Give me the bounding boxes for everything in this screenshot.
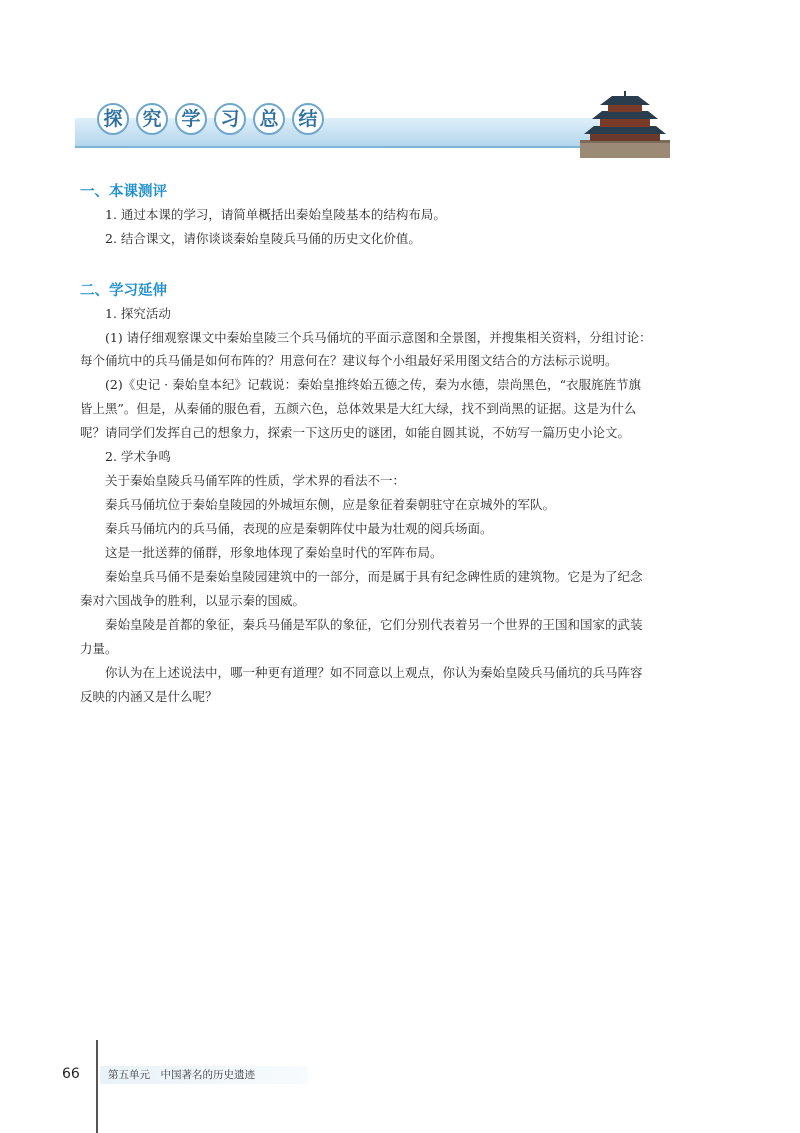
pagoda-tower-icon [580,90,670,158]
title-char: 习 [214,103,246,135]
paragraph-line: 皆上黑”。但是，从秦俑的服色看，五颜六色，总体效果是大红大绿，找不到尚黑的证据。这是为什么 [80,401,637,416]
paragraph-line: 呢？请同学们发挥自己的想象力，探索一下这历史的谜团，如能自圆其说，不妨写一篇历史小论文。 [80,425,631,440]
paragraph-line: 每个俑坑中的兵马俑是如何布阵的？用意何在？建议每个小组最好采用图文结合的方法标示说明。 [80,353,618,368]
paragraph-line: 关于秦始皇陵兵马俑军阵的性质，学术界的看法不一： [105,473,406,488]
title-char: 学 [175,103,207,135]
subsection-title: 2. 学术争鸣 [105,449,171,464]
view-line: 秦对六国战争的胜利，以显示秦的国威。 [80,593,306,608]
view-line: 这是一批送葬的俑群，形象地体现了秦始皇时代的军阵布局。 [105,545,443,560]
view-line: 秦始皇陵是首都的象征，秦兵马俑是军队的象征，它们分别代表着另一个世界的王国和国家的武装 [105,617,643,632]
unit-label: 第五单元 中国著名的历史遗迹 [100,1066,308,1084]
view-line: 秦兵马俑坑位于秦始皇陵园的外城垣东侧，应是象征着秦朝驻守在京城外的军队。 [105,497,556,512]
assessment-item: 1. 通过本课的学习，请简单概括出秦始皇陵基本的结构布局。 [105,207,446,222]
view-line: 力量。 [80,641,118,656]
title-char: 究 [136,103,168,135]
section-heading-extension: 二、学习延伸 [80,283,167,299]
assessment-item: 2. 结合课文，请你谈谈秦始皇陵兵马俑的历史文化价值。 [105,231,421,246]
view-line: 秦兵马俑坑内的兵马俑，表现的应是秦朝阵仗中最为壮观的阅兵场面。 [105,521,493,536]
title-char: 结 [292,103,324,135]
view-line: 秦始皇兵马俑不是秦始皇陵园建筑中的一部分，而是属于具有纪念碑性质的建筑物。它是为了纪念 [105,569,643,584]
question-line: 你认为在上述说法中，哪一种更有道理？如不同意以上观点，你认为秦始皇陵兵马俑坑的兵马阵容 [105,665,643,680]
paragraph-line: (1) 请仔细观察课文中秦始皇陵三个兵马俑坑的平面示意图和全景图，并搜集相关资料，分组讨论： [105,330,652,345]
title-char: 总 [253,103,285,135]
title-char: 探 [97,103,129,135]
section-banner [75,88,715,158]
page-number: 66 [62,1066,80,1082]
question-line: 反映的内涵又是什么呢？ [80,689,218,704]
footer-rule [96,1040,98,1133]
section-heading-assessment: 一、本课测评 [80,184,167,200]
banner-title [97,103,331,135]
subsection-title: 1. 探究活动 [105,306,171,321]
paragraph-line: (2)《史记 · 秦始皇本纪》记载说：秦始皇推终始五德之传，秦为水德，崇尚黑色，“衣服旄旌节旗 [105,377,642,392]
